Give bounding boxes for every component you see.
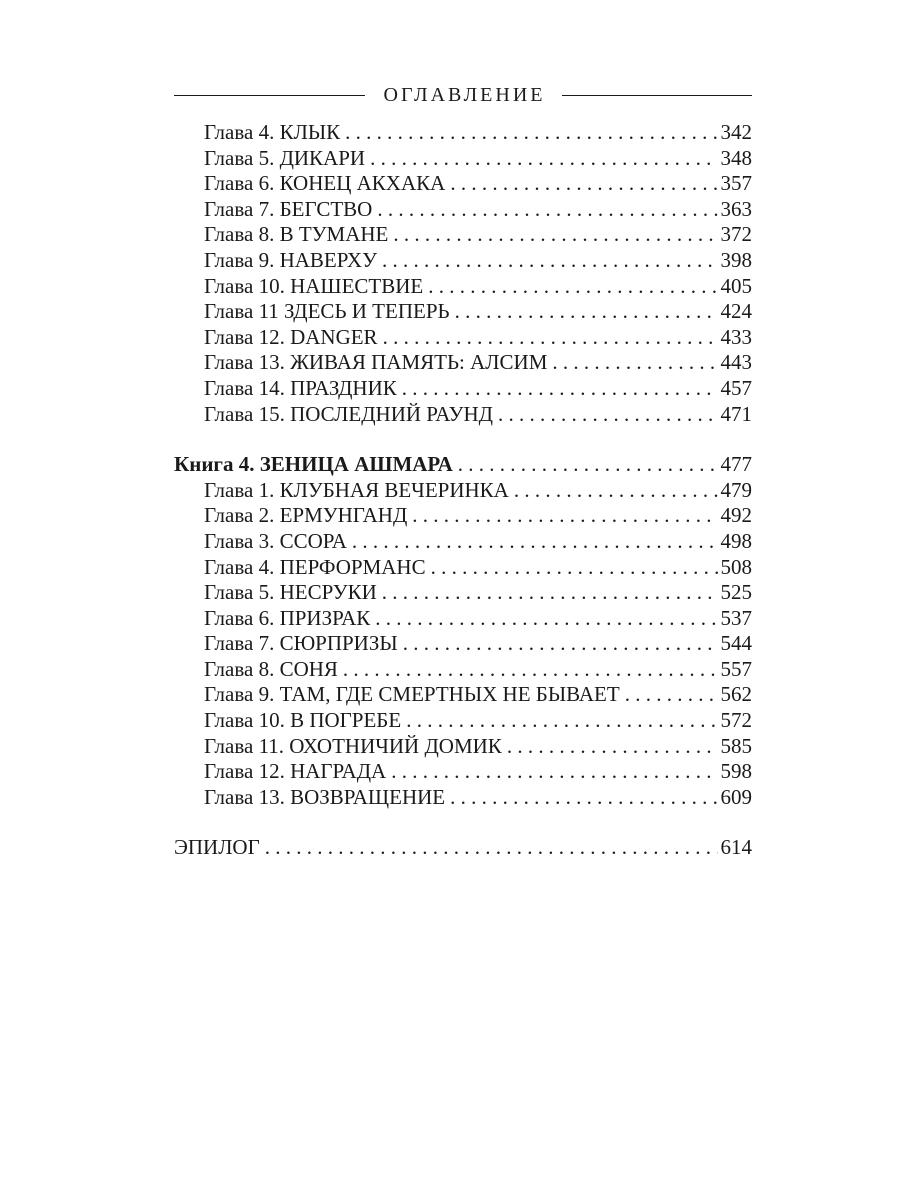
toc-entry-page-number: 479 xyxy=(720,477,752,502)
toc-entry-page-number: 508 xyxy=(720,554,752,579)
dot-leader xyxy=(382,580,718,606)
toc-entry-page-number: 357 xyxy=(720,171,752,196)
toc-entry-label: Глава 5. НЕСРУКИ xyxy=(204,580,377,605)
dot-leader xyxy=(382,248,718,274)
toc-entry-page-number: 609 xyxy=(720,784,752,809)
toc-entry-chapter[interactable] xyxy=(174,402,752,428)
toc-entry-chapter[interactable] xyxy=(174,274,752,300)
toc-header xyxy=(174,78,752,112)
toc-entry-page-number: 372 xyxy=(720,222,752,247)
dot-leader xyxy=(393,222,717,248)
toc-entry-label: Глава 7. БЕГСТВО xyxy=(204,196,373,221)
toc-entry-chapter[interactable] xyxy=(174,785,752,811)
header-rule-left xyxy=(174,95,365,96)
toc-entry-chapter[interactable] xyxy=(174,222,752,248)
toc-entry-chapter[interactable] xyxy=(174,146,752,172)
page-title: ОГЛАВЛЕНИЕ xyxy=(383,84,546,106)
dot-leader xyxy=(370,146,717,172)
dot-leader xyxy=(383,325,718,351)
toc-entry-page-number: 525 xyxy=(720,580,752,605)
dot-leader xyxy=(625,682,718,708)
toc-entry-page-number: 557 xyxy=(720,656,752,681)
section-gap xyxy=(174,427,752,452)
toc-entry-label: Глава 14. ПРАЗДНИК xyxy=(204,375,397,400)
dot-leader xyxy=(403,631,718,657)
toc-entry-label: Глава 11. ОХОТНИЧИЙ ДОМИК xyxy=(204,733,502,758)
toc-entry-page-number: 405 xyxy=(720,273,752,298)
toc-entry-label: Глава 13. ВОЗВРАЩЕНИЕ xyxy=(204,784,446,809)
toc-entry-chapter[interactable] xyxy=(174,580,752,606)
dot-leader xyxy=(428,274,717,300)
toc-entry-chapter[interactable] xyxy=(174,325,752,351)
toc-entry-page-number: 471 xyxy=(720,401,752,426)
section-gap xyxy=(174,810,752,835)
toc-entry-label: Глава 8. СОНЯ xyxy=(204,656,338,681)
toc-entry-page-number: 348 xyxy=(720,145,752,170)
toc-entry-label: Глава 12. DANGER xyxy=(204,324,378,349)
toc-entry-page-number: 457 xyxy=(720,375,752,400)
dot-leader xyxy=(265,835,718,861)
toc-entry-page-number: 562 xyxy=(720,682,752,707)
toc-entry-page-number: 598 xyxy=(720,759,752,784)
toc-entry-chapter[interactable] xyxy=(174,478,752,504)
toc-entry-page-number: 572 xyxy=(720,708,752,733)
dot-leader xyxy=(352,529,718,555)
toc-entry-page-number: 398 xyxy=(720,247,752,272)
dot-leader xyxy=(391,759,717,785)
toc-entry-page-number: 424 xyxy=(720,299,752,324)
toc-entry-page-number: 614 xyxy=(720,835,752,860)
toc-entry-label: Глава 6. КОНЕЦ АКХАКА xyxy=(204,171,446,196)
toc-entry-chapter[interactable] xyxy=(174,657,752,683)
toc-entry-chapter[interactable] xyxy=(174,171,752,197)
dot-leader xyxy=(450,785,717,811)
toc-entry-chapter[interactable] xyxy=(174,631,752,657)
toc-entry-chapter[interactable] xyxy=(174,555,752,581)
toc-entry-label: Глава 6. ПРИЗРАК xyxy=(204,605,371,630)
toc-entry-chapter[interactable] xyxy=(174,759,752,785)
toc-entry-label: Глава 4. ПЕРФОРМАНС xyxy=(204,554,426,579)
dot-leader xyxy=(345,120,717,146)
toc-entry-label: ЭПИЛОГ xyxy=(174,835,260,860)
dot-leader xyxy=(343,657,718,683)
dot-leader xyxy=(514,478,718,504)
toc-section-book3-chapters xyxy=(174,120,752,427)
dot-leader xyxy=(375,606,717,632)
toc-entry-label: Глава 4. КЛЫК xyxy=(204,120,341,144)
dot-leader xyxy=(450,171,717,197)
dot-leader xyxy=(431,555,718,581)
toc-entry-chapter[interactable] xyxy=(174,606,752,632)
dot-leader xyxy=(498,402,718,428)
toc-entry-chapter[interactable] xyxy=(174,120,752,146)
toc-entry-chapter[interactable] xyxy=(174,503,752,529)
toc-entry-page-number: 433 xyxy=(720,324,752,349)
toc-entry-label: Глава 9. НАВЕРХУ xyxy=(204,247,377,272)
toc-entry-label: Глава 3. ССОРА xyxy=(204,528,347,553)
toc-entry-chapter[interactable] xyxy=(174,350,752,376)
dot-leader xyxy=(406,708,717,734)
toc-entry-label: Глава 13. ЖИВАЯ ПАМЯТЬ: АЛСИМ xyxy=(204,350,548,375)
dot-leader xyxy=(412,503,717,529)
toc-entry-chapter[interactable] xyxy=(174,248,752,274)
toc-entry-chapter[interactable] xyxy=(174,708,752,734)
toc-entry-label: Глава 1. КЛУБНАЯ ВЕЧЕРИНКА xyxy=(204,477,509,502)
toc-entry-page-number: 537 xyxy=(720,605,752,630)
toc-entry-chapter[interactable] xyxy=(174,734,752,760)
toc-entry-chapter[interactable] xyxy=(174,682,752,708)
toc-section-book4-chapters xyxy=(174,478,752,811)
toc-entry-label: Книга 4. ЗЕНИЦА АШМАРА xyxy=(174,452,453,477)
dot-leader xyxy=(552,350,717,376)
toc-entries xyxy=(174,120,752,861)
toc-entry-label: Глава 15. ПОСЛЕДНИЙ РАУНД xyxy=(204,401,493,426)
toc-entry-page-number: 498 xyxy=(720,528,752,553)
table-of-contents-page xyxy=(174,78,752,861)
toc-entry-chapter[interactable] xyxy=(174,299,752,325)
toc-entry-label: Глава 11 ЗДЕСЬ И ТЕПЕРЬ xyxy=(204,299,450,324)
toc-entry-chapter[interactable] xyxy=(174,529,752,555)
toc-entry-label: Глава 10. НАШЕСТВИЕ xyxy=(204,273,424,298)
toc-entry-label: Глава 9. ТАМ, ГДЕ СМЕРТНЫХ НЕ БЫВАЕТ xyxy=(204,682,620,707)
toc-entry-label: Глава 2. ЕРМУНГАНД xyxy=(204,503,408,528)
toc-entry-page-number: 443 xyxy=(720,350,752,375)
dot-leader xyxy=(458,452,718,478)
header-rule-right xyxy=(562,95,753,96)
dot-leader xyxy=(507,734,718,760)
toc-entry-chapter[interactable] xyxy=(174,376,752,402)
toc-entry-label: Глава 5. ДИКАРИ xyxy=(204,145,366,170)
toc-entry-label: Глава 10. В ПОГРЕБЕ xyxy=(204,708,402,733)
dot-leader xyxy=(377,197,717,223)
toc-entry-page-number: 585 xyxy=(720,733,752,758)
toc-entry-page-number: 544 xyxy=(720,631,752,656)
toc-entry-chapter[interactable] xyxy=(174,197,752,223)
toc-entry-label: Глава 7. СЮРПРИЗЫ xyxy=(204,631,398,656)
toc-entry-epilogue[interactable] xyxy=(174,835,752,861)
toc-entry-label: Глава 8. В ТУМАНЕ xyxy=(204,222,389,247)
dot-leader xyxy=(455,299,718,325)
dot-leader xyxy=(402,376,718,402)
toc-entry-book4[interactable] xyxy=(174,452,752,478)
toc-entry-page-number: 342 xyxy=(720,120,752,144)
toc-entry-page-number: 363 xyxy=(720,196,752,221)
toc-entry-label: Глава 12. НАГРАДА xyxy=(204,759,387,784)
toc-entry-page-number: 492 xyxy=(720,503,752,528)
toc-entry-page-number: 477 xyxy=(720,452,752,477)
